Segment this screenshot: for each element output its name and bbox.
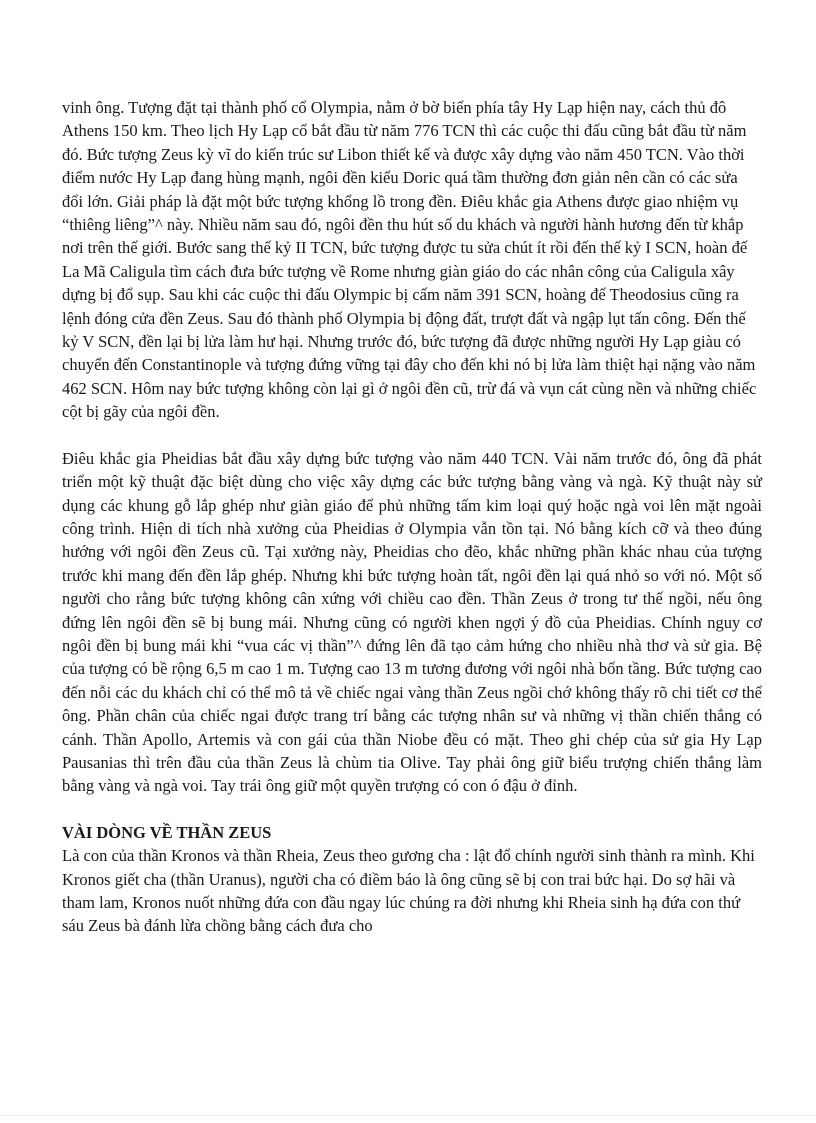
section-heading: VÀI DÒNG VỀ THẦN ZEUS bbox=[62, 822, 272, 842]
paragraph-zeus-origin: Là con của thần Kronos và thần Rheia, Zeus theo gương cha : lật đổ chính người sinh thành ra mình. Khi Kronos giết cha (thần Uranus), người cha có điềm báo là ông cũng sẽ bị con trai bức hại. Do sợ hãi và tham lam, Kronos nuốt những đứa con đầu ngay lúc chúng ra đời nhưng khi Rheia sinh hạ đứa con thứ sáu Zeus bà đánh lừa chồng bằng cách đưa cho bbox=[62, 846, 755, 936]
paragraph-pheidias: Điêu khắc gia Pheidias bắt đầu xây dựng bức tượng vào năm 440 TCN. Vài năm trước đó, ông đã phát triển một kỹ thuật đặc biệt dùng cho việc xây dựng các bức tượng bằng vàng và ngà. Kỹ thuật này sử dụng các khung gỗ lắp ghép như giàn giáo để phủ những tấm kim loại quý hoặc ngà voi lên mặt ngoài công trình. Hiện di tích nhà xưởng của Pheidias ở Olympia vẫn tồn tại. Nó bằng kích cỡ và theo đúng hướng với ngôi đền Zeus cũ. Tại xưởng này, Pheidias cho đẽo, khắc những phần khác nhau của tượng trước khi mang đến đền lắp ghép. Nhưng khi bức tượng hoàn tất, ngôi đền lại quá nhỏ so với nó. Một số người cho rằng bức tượng không cân xứng với chiều cao đền. Thần Zeus ở trong tư thế ngồi, nếu ông đứng lên ngôi đền sẽ bị bung mái. Nhưng cũng có người khen ngợi ý đồ của Pheidias. Chính nguy cơ ngôi đền bị bung mái khi “vua các vị thần”^ đứng lên đã tạo cảm hứng cho nhiều nhà thơ và sử gia. Bệ của tượng có bề rộng 6,5 m cao 1 m. Tượng cao 13 m tương đương với ngôi nhà bốn tầng. Bức tượng cao đến nỗi các du khách chỉ có thể mô tả về chiếc ngai vàng thần Zeus ngồi chớ không thấy rõ chi tiết cơ thể ông. Phần chân của chiếc ngai được trang trí bằng các tượng nhân sư và những vị thần chiến thắng có cánh. Thần Apollo, Artemis và con gái của thần Niobe đều có mặt. Theo ghi chép của sử gia Hy Lạp Pausanias thì trên đầu của thần Zeus là chùm tia Olive. Tay phải ông giữ biểu trượng chiến thắng làm bằng vàng và ngà voi. Tay trái ông giữ một quyền trượng có con ó đậu ở đỉnh. bbox=[62, 448, 762, 796]
page-bottom-divider bbox=[0, 1115, 816, 1116]
document-body bbox=[62, 96, 762, 938]
paragraph-statue-history: vinh ông. Tượng đặt tại thành phố cổ Olympia, nằm ở bờ biển phía tây Hy Lạp hiện nay, cách thủ đô Athens 150 km. Theo lịch Hy Lạp cổ bắt đầu từ năm 776 TCN thì các cuộc thi đấu cũng bắt đầu từ năm đó. Bức tượng Zeus kỳ vĩ do kiến trúc sư Libon thiết kế và được xây dựng vào năm 450 TCN. Vào thời điểm nước Hy Lạp đang hùng mạnh, ngôi đền kiểu Doric quá tầm thường đơn giản nên cần có các sửa đổi lớn. Giải pháp là đặt một bức tượng khổng lồ trong đền. Điêu khắc gia Athens được giao nhiệm vụ “thiêng liêng”^ này. Nhiều năm sau đó, ngôi đền thu hút số du khách và người hành hương đến từ khắp nơi trên thế giới. Bước sang thế kỷ II TCN, bức tượng được tu sửa chút ít rồi đến thế kỷ I SCN, hoàn đế La Mã Caligula tìm cách đưa bức tượng về Rome nhưng giàn giáo do các nhân công của Caligula xây dựng bị đổ sụp. Sau khi các cuộc thi đấu Olympic bị cấm năm 391 SCN, hoàng đế Theodosius cũng ra lệnh đóng cửa đền Zeus. Sau đó thành phố Olympia bị động đất, trượt đất và ngập lụt tấn công. Đến thế kỷ V SCN, đền lại bị lửa làm hư hại. Nhưng trước đó, bức tượng đã được những người Hy Lạp giàu có chuyển đến Constantinople và tượng đứng vững tại đây cho đến khi nó bị lửa làm thiệt hại nặng vào năm 462 SCN. Hôm nay bức tượng không còn lại gì ở ngôi đền cũ, trừ đá và vụn cát cùng nền và những chiếc cột bị gãy của ngôi đền. bbox=[62, 98, 757, 422]
